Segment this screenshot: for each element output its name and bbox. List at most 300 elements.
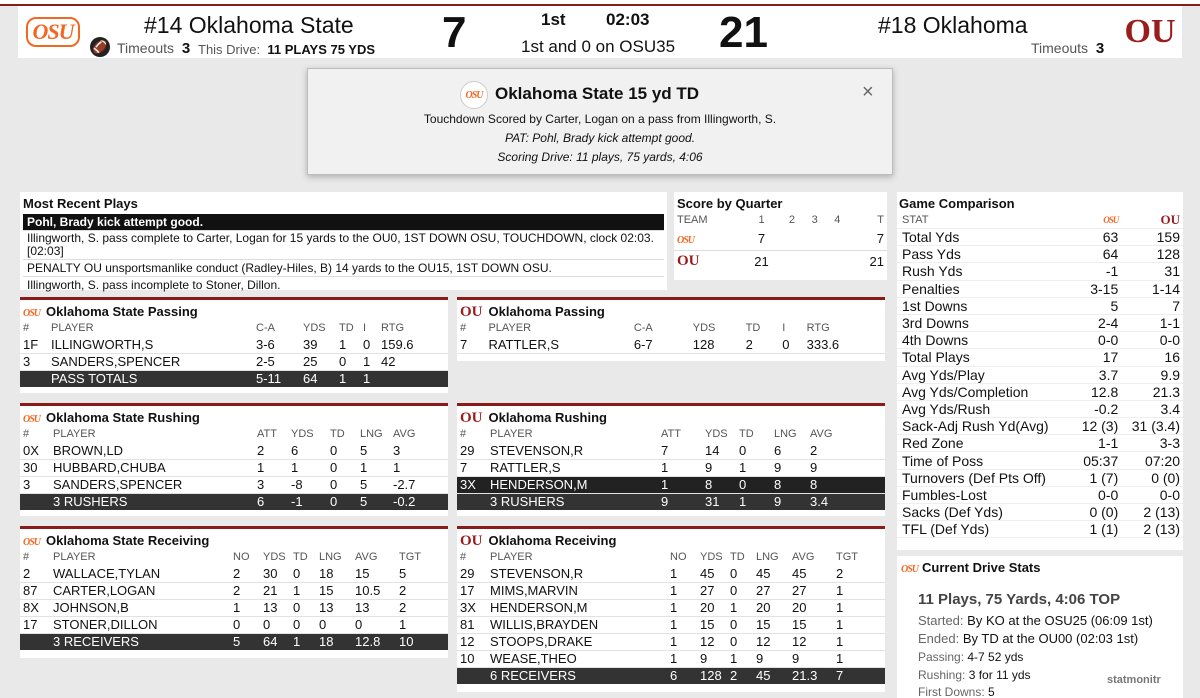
column-header: # [460,322,467,334]
osu-receiving-panel [20,526,448,658]
cell: 9 [700,651,708,666]
stat-value: 0-0 [1159,486,1180,503]
column-header: RTG [381,322,405,334]
away-timeouts: Timeouts 3 [117,40,191,57]
cell: 21 [263,583,278,598]
column-header: TD [339,322,354,334]
cell: SANDERS,SPENCER [51,354,181,369]
total-cell [378,370,448,387]
play-line: Illingworth, S. pass complete to Carter, Logan for 15 yards to the OU0, 1ST DOWN OSU, TOUCHDOWN, clock 02:03. [02:03] [23,231,664,260]
stat-value: 2 (13) [1143,504,1180,521]
table-row [20,442,448,459]
total-cell [20,370,48,387]
cell: 0 [355,617,363,632]
cell: 15 [700,617,715,632]
stat-value: 1-1 [1159,315,1180,332]
cell: HUBBARD,CHUBA [53,460,166,475]
cell: -8 [291,477,303,492]
cell: 30 [23,460,38,475]
cell: 3X [460,600,476,615]
cell: 1 [661,460,669,475]
cell: 0X [23,442,39,458]
cell: 0 [319,617,327,632]
stat-label: TFL (Def Yds) [902,521,990,538]
stat-value: -0.2 [1094,400,1119,417]
cell: 1 [360,460,368,475]
game-comparison-panel [897,192,1183,550]
cell: 2 [23,565,31,581]
total-cell: 6 [667,667,697,684]
column-header: # [23,322,30,334]
total-cell: 45 [753,667,789,684]
total-cell: 3 RECEIVERS [50,633,230,650]
total-cell: 1 [290,633,316,650]
total-cell: 21.3 [789,667,833,684]
ou-logo-icon: OU [677,252,700,269]
cell: 0 [730,634,738,649]
cell: 1 [291,460,299,475]
modal-line-1: Touchdown Scored by Carter, Logan on a pass from Illingworth, S. [423,112,777,126]
stats-table [20,549,448,650]
table-header-row [20,426,448,442]
cell: 21 [754,253,769,269]
cell: 1 [363,354,371,369]
cell: 1 [670,617,678,632]
cell: 8 [807,476,885,493]
sbq-header: TEAM [677,214,708,226]
cell: HENDERSON,M [490,600,588,615]
stat-value: 2-4 [1098,315,1119,332]
cell: 1 [393,460,401,475]
stat-label: Red Zone [902,435,964,452]
stat-value: 128 [1156,246,1180,263]
cell: 1 [670,651,678,666]
table-row [457,582,885,599]
cell: 0 [293,617,301,632]
cell: 25 [303,354,318,369]
cell: WALLACE,TYLAN [53,565,161,581]
stat-label: Penalties [902,280,960,297]
table-row [457,650,885,667]
drive-ended: Ended: By TD at the OU00 (02:03 1st) [918,631,1139,646]
column-header: TD [293,551,308,563]
most-recent-plays-panel [20,192,667,290]
panel-title: OSU Oklahoma State Rushing [23,410,200,425]
cell: 13 [355,600,370,615]
cell: 45 [700,565,715,581]
cell: 10 [460,651,475,666]
stat-value: 0-0 [1098,332,1119,349]
stats-table [457,426,885,510]
table-header-row [457,549,885,565]
cell [781,228,804,250]
cell: 21 [869,253,884,269]
comparison-row [897,366,1183,383]
cell: 0 [730,583,738,598]
home-score: 21 [719,8,768,57]
stat-value: 64 [1102,246,1119,263]
down-distance: 1st and 0 on OSU35 [521,37,676,56]
stat-value: 7 [1172,297,1180,314]
cell: 1 [730,651,738,666]
ou-receiving-panel [457,526,885,692]
cell: 6 [291,442,299,458]
comparison-row [897,400,1183,417]
stat-label: Avg Yds/Rush [902,400,991,417]
cell: 2 [233,565,241,581]
drive-passing: Passing: 4-7 52 yds [918,650,1024,664]
cell: 0 [293,565,301,581]
column-header: LNG [774,428,797,440]
cell: 5 [399,565,407,581]
table-header-row [20,320,448,336]
cell: 5 [360,442,368,458]
game-comparison-table [897,212,1183,538]
cell: 0 [263,617,271,632]
table-row [674,228,887,250]
ou-passing-panel [457,297,885,361]
column-header: NO [233,551,250,563]
stat-label: Rush Yds [902,263,963,280]
cell: 20 [792,600,807,615]
total-cell: 64 [260,633,290,650]
total-cell: 12.8 [352,633,396,650]
total-cell: 1 [360,370,378,387]
sbq-title: Score by Quarter [677,196,783,211]
cell: 128 [692,336,715,352]
column-header: TD [739,428,754,440]
cell: 9 [705,460,713,475]
panel-title: OU Oklahoma Rushing [460,410,607,426]
cell [826,250,849,272]
ou-logo-icon: OU [1160,212,1180,227]
column-header: LNG [319,551,342,563]
total-cell: 64 [300,370,336,387]
drive-first-downs: First Downs: 5 [918,685,995,698]
statmonitr-logo: statmonitr [1107,674,1161,686]
stat-value: 1 (1) [1089,521,1119,538]
cell: STOOPS,DRAKE [490,634,593,649]
stat-label: Pass Yds [902,246,961,263]
cell: 0 [330,460,338,475]
cell: CARTER,LOGAN [53,583,156,598]
cell: 81 [460,617,475,632]
quarter: 1st [541,10,566,29]
column-header: YDS [303,322,326,334]
total-cell [20,493,50,510]
panel-title: OSU Oklahoma State Receiving [23,533,210,548]
stat-value: 0-0 [1098,486,1119,503]
table-row [20,353,448,370]
stat-label: 4th Downs [902,332,969,349]
osu-logo-icon: OSU [23,308,41,319]
totals-row [457,667,885,684]
cell: 0 [730,617,738,632]
cell: MIMS,MARVIN [490,583,578,598]
recent-plays-title: Most Recent Plays [23,196,138,211]
column-header: PLAYER [490,551,533,563]
cell: 1 [670,634,678,649]
column-header: PLAYER [490,428,533,440]
table-header-row [20,549,448,565]
column-header: TD [330,428,345,440]
cell: 3 [393,442,401,458]
total-cell: -1 [288,493,327,510]
cell: 3-6 [256,336,275,352]
table-row [457,616,885,633]
column-header: YDS [692,322,716,334]
cell: 0 [330,442,338,458]
column-header: # [460,428,467,440]
cell: 2 [836,565,844,581]
cell: 1 [836,651,844,666]
totals-row [20,370,448,387]
table-row [20,599,448,616]
this-drive: This Drive: 11 PLAYS 75 YDS [198,42,376,57]
game-clock: 02:03 [606,10,650,29]
cell: 87 [23,583,38,598]
cell [803,250,826,272]
table-row [20,459,448,476]
play-line: PENALTY OU unsportsmanlike conduct (Radley-Hiles, B) 14 yards to the OU15, 1ST DOWN OSU. [23,260,664,277]
column-header: YDS [263,551,286,563]
cell: 42 [381,354,396,369]
stat-value: 5 [1110,297,1119,314]
column-header: TD [730,551,745,563]
cell: 20 [700,600,715,615]
column-header: RTG [806,322,830,334]
comparison-row [897,504,1183,521]
cell: 7 [757,231,766,247]
stats-table [457,549,885,684]
osu-logo-icon: OSU [23,537,41,548]
cell: 2-5 [256,354,275,369]
stat-value: 2 (13) [1143,521,1180,538]
cell: 6-7 [633,336,653,352]
cell: 8X [23,600,39,615]
stat-header: STAT [902,214,929,226]
total-cell: 5 [230,633,260,650]
cell: 45 [756,565,771,581]
total-cell: 1 [336,370,360,387]
stat-value: 3.7 [1098,366,1119,383]
totals-row [457,493,885,510]
total-cell: 3.4 [807,493,885,510]
cell: 15 [319,583,334,598]
cell: 1 [836,583,844,598]
table-row [457,565,885,582]
stat-value: 3.4 [1160,400,1180,417]
stat-value: 0 (0) [1151,469,1180,486]
cell: 0 [233,617,241,632]
cell: 0 [293,600,301,615]
cell: 1 [836,617,844,632]
modal-line-3: Scoring Drive: 11 plays, 75 yards, 4:06 [497,150,703,164]
cell: RATTLER,S [490,460,561,475]
column-header: YDS [291,428,314,440]
table-row [20,582,448,599]
cell: 29 [460,442,475,458]
stats-table [20,426,448,510]
ou-logo-icon: OU [460,304,483,320]
column-header: PLAYER [488,322,532,334]
cell: 333.6 [806,336,840,352]
cell: 17 [460,583,475,598]
column-header: AVG [355,551,378,563]
total-cell [457,667,487,684]
stat-value: 1 (7) [1089,469,1119,486]
total-cell: PASS TOTALS [48,370,253,387]
cell: 0 [736,476,771,493]
cell: RATTLER,S [488,336,560,352]
table-row [457,476,885,493]
cell: 13 [319,600,334,615]
gc-header [897,212,1183,229]
total-cell: 0 [327,493,357,510]
cell: 5 [360,477,368,492]
comparison-row [897,486,1183,503]
stat-value: 63 [1102,229,1119,246]
column-header: AVG [393,428,416,440]
cell: 3X [457,476,487,493]
comparison-row [897,452,1183,469]
total-cell [20,633,50,650]
total-cell: -0.2 [390,493,448,510]
cell: 8 [771,476,807,493]
cell: 0 [339,354,347,369]
cell: 159.6 [381,336,414,352]
cell: 6 [774,442,782,458]
stat-value: 31 [1164,263,1180,280]
column-header: I [782,322,786,334]
away-score: 7 [442,8,467,57]
total-cell: 3 RUSHERS [487,493,658,510]
panel-title: OU Oklahoma Receiving [460,533,617,549]
column-header: PLAYER [53,551,96,563]
column-header: # [23,428,30,440]
cell: 12 [700,634,715,649]
sbq-header: 2 [788,214,796,226]
table-row [674,250,887,272]
total-cell: 3 RUSHERS [50,493,254,510]
modal-line-2: PAT: Pohl, Brady kick attempt good. [504,131,696,145]
total-cell: 5 [357,493,390,510]
osu-logo-icon: OSU [1103,215,1119,225]
table-row [457,336,885,353]
cell: 27 [756,583,771,598]
totals-row [20,493,448,510]
column-header: TD [745,322,761,334]
stat-label: Time of Poss [902,452,984,469]
cell: 9 [810,460,818,475]
osu-logo-icon: OSU [460,81,488,109]
cell: STEVENSON,R [490,565,584,581]
cell: HENDERSON,M [487,476,658,493]
stat-value: 0 (0) [1089,504,1119,521]
cell: -2.7 [393,477,416,492]
total-cell: 6 [254,493,288,510]
cell: WEASE,THEO [490,651,577,666]
cell: STEVENSON,R [490,442,584,458]
scoreboard [18,6,1182,58]
osu-logo-icon: OSU [677,235,695,247]
column-header: AVG [810,428,833,440]
comparison-row [897,314,1183,331]
cell: WILLIS,BRAYDEN [490,617,599,632]
cell: 15 [355,565,370,581]
stat-label: Turnovers (Def Pts Off) [902,469,1046,486]
cell: 18 [319,565,334,581]
comparison-row [897,332,1183,349]
cell: STONER,DILLON [53,617,158,632]
comparison-row [897,297,1183,314]
osu-logo: OSU [20,8,86,56]
close-icon[interactable]: × [862,81,874,103]
total-cell: 6 RECEIVERS [487,667,667,684]
cell: 9 [774,460,782,475]
column-header: I [363,322,367,334]
cell [781,250,804,272]
osu-passing-panel [20,297,448,393]
stat-value: 17 [1102,349,1119,366]
column-header: # [23,551,30,563]
comparison-row [897,469,1183,486]
possession-football-icon: 🏈 [90,37,110,57]
column-header: ATT [661,428,681,440]
stat-value: 12 (3) [1081,418,1119,435]
cell: SANDERS,SPENCER [53,477,183,492]
stat-value: 07:20 [1144,452,1180,469]
drive-started: Started: By KO at the OSU25 (06:09 1st) [918,613,1153,628]
stat-value: 3-15 [1090,280,1119,297]
gc-title: Game Comparison [899,196,1015,211]
ou-logo-icon: OU [460,410,483,426]
current-drive-panel [897,556,1183,698]
table-row [20,476,448,493]
stat-value: 12.8 [1091,383,1119,400]
modal-title: Oklahoma State 15 yd TD [495,84,700,103]
cell: 30 [263,565,278,581]
total-cell: 128 [697,667,727,684]
table-header-row [457,426,885,442]
comparison-row [897,349,1183,366]
stat-value: 31 (3.4) [1131,418,1180,435]
comparison-row [897,418,1183,435]
table-row [20,565,448,582]
column-header: YDS [705,428,728,440]
column-header: TGT [836,551,858,563]
cell: 1 [730,600,738,615]
home-team-name: #18 Oklahoma [878,12,1028,38]
stat-value: 21.3 [1152,383,1180,400]
cell: 8 [702,476,736,493]
cell: 1 [257,460,265,475]
cell: 1 [836,600,844,615]
sbq-header: 3 [811,214,818,226]
cell: 2 [233,583,241,598]
drive-rushing: Rushing: 3 for 11 yds [918,668,1031,682]
cell: 1 [293,583,301,598]
comparison-row [897,435,1183,452]
osu-logo-icon: OSU [23,414,41,425]
sbq-table [674,212,887,272]
cell: 45 [792,565,807,581]
column-header: LNG [360,428,383,440]
table-header-row [457,320,885,336]
cell [826,228,849,250]
cell: 0 [330,477,338,492]
cell: 3 [257,477,265,492]
